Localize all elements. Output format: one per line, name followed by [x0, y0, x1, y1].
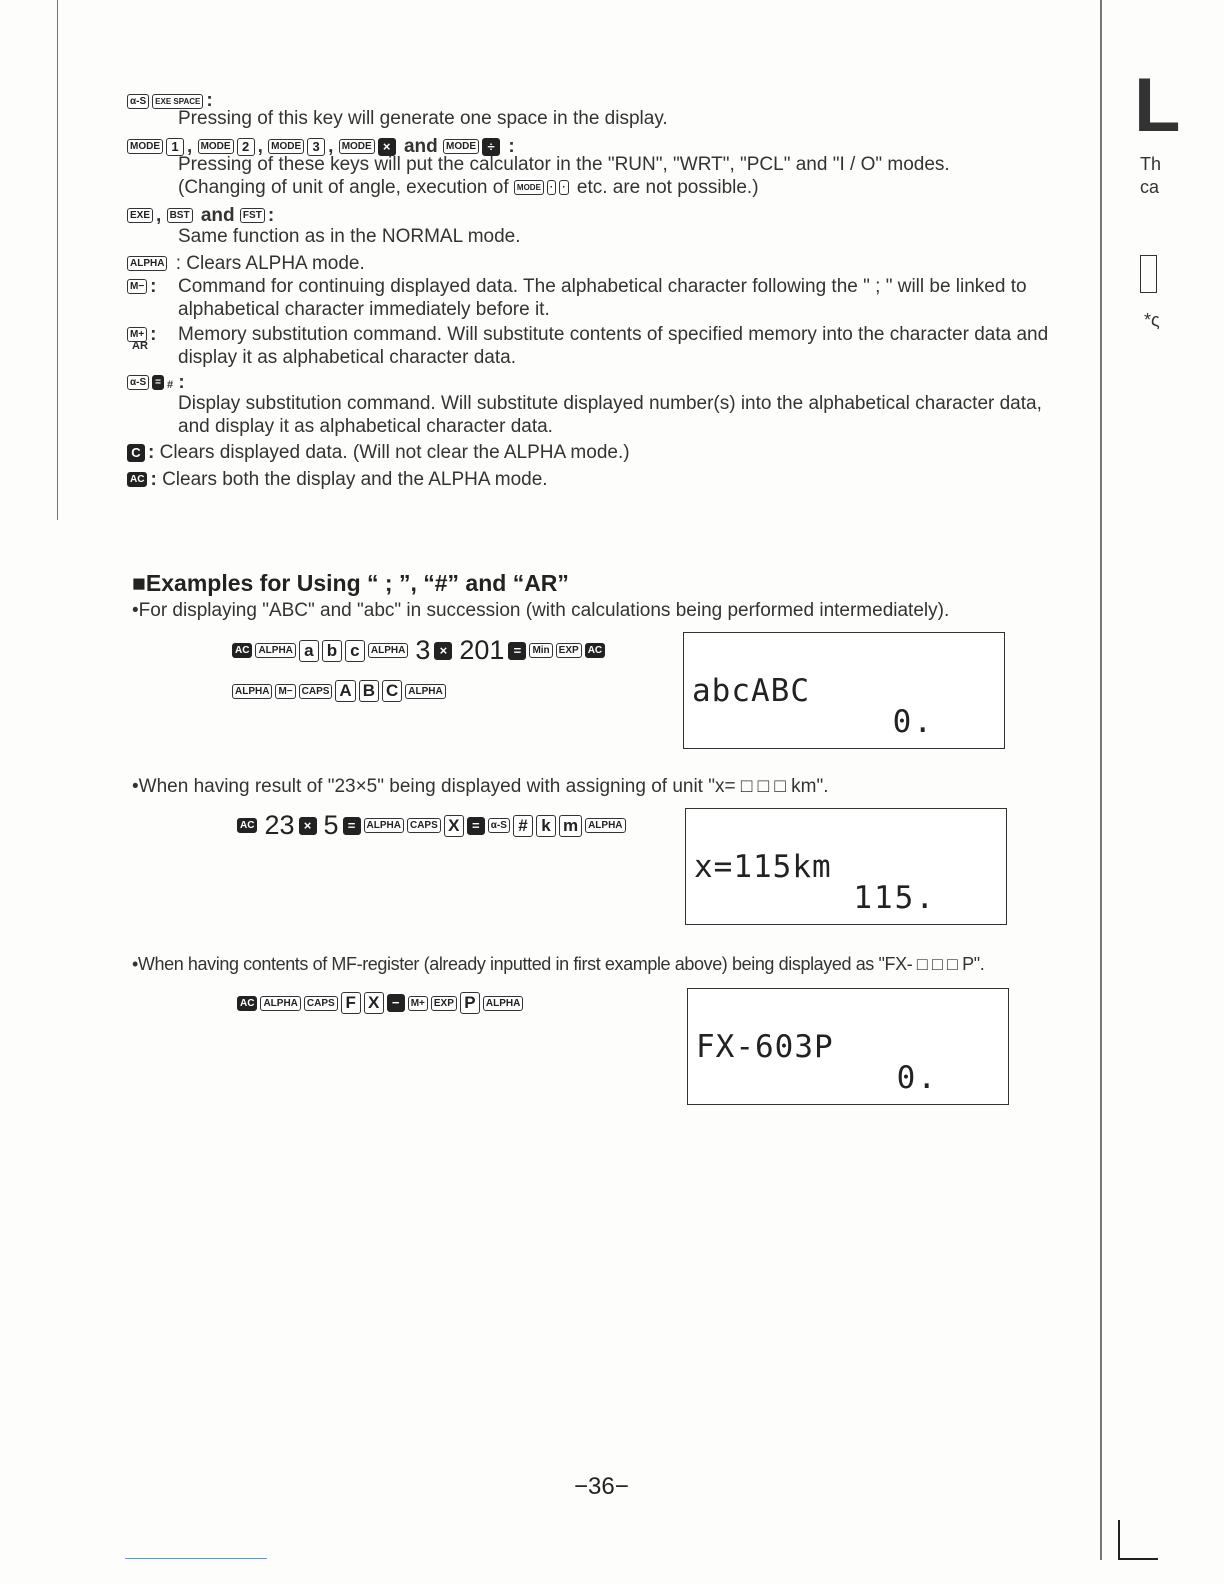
- key-1: 1: [166, 138, 184, 156]
- margin-box-icon: [1140, 255, 1157, 293]
- ac-key: AC: [127, 472, 147, 487]
- alpha-key: ALPHA: [364, 818, 404, 833]
- display-top-line: x=115km: [694, 849, 832, 885]
- page-number: −36−: [574, 1473, 629, 1500]
- number-201: 201: [459, 635, 505, 665]
- modes-desc2-pre: (Changing of unit of angle, execution of: [178, 177, 509, 198]
- equals-key: =: [508, 642, 526, 660]
- right-page-bracket: [1118, 1520, 1120, 1560]
- min-key: Min: [529, 643, 552, 658]
- item-dispsub-desc1: Display substitution command. Will substitute displayed number(s) into the alphabetical character data,: [178, 393, 1042, 414]
- alpha-s-key: α-S: [127, 375, 149, 390]
- alpha-key: ALPHA: [405, 684, 445, 699]
- alpha-key: ALPHA: [368, 643, 408, 658]
- exp-key: EXP: [431, 996, 457, 1011]
- ex2-keys: [237, 810, 629, 841]
- key-2: 2: [237, 138, 255, 156]
- equals-key: =: [152, 375, 164, 390]
- clear-desc: Clears displayed data. (Will not clear the ALPHA mode.): [159, 442, 630, 463]
- X-key: X: [444, 815, 464, 837]
- key-divide: ÷: [482, 138, 500, 156]
- m-minus-key: M−: [127, 279, 147, 294]
- mode-key: MODE: [339, 139, 375, 154]
- item-modes-desc1: Pressing of these keys will put the calculator in the "RUN", "WRT", "PCL" and "I / O" modes.: [178, 154, 950, 175]
- dot-key: ·: [547, 180, 556, 195]
- key-multiply: ×: [378, 138, 396, 156]
- number-3: 3: [415, 635, 431, 665]
- item-memsub-desc2: display it as alphabetical character data.: [178, 347, 516, 368]
- m-plus-key: M+: [408, 996, 428, 1011]
- fst-key: FST: [240, 208, 265, 223]
- item-space-desc: Pressing of this key will generate one space in the display.: [178, 108, 668, 129]
- caps-key: CAPS: [299, 684, 333, 699]
- A-key: A: [335, 680, 355, 702]
- space-key: EXE SPACE: [152, 94, 203, 109]
- b-key: b: [322, 640, 342, 662]
- item-memsub-key: M+ :: [127, 324, 157, 346]
- bottom-left-rule: [125, 1558, 267, 1559]
- ac-key: AC: [237, 818, 257, 833]
- mode-key: MODE: [198, 139, 234, 154]
- alpha-key: ALPHA: [585, 818, 625, 833]
- item-exe-keys: EXE , BST and FST :: [127, 205, 274, 227]
- ex3-keys: [237, 992, 526, 1014]
- mode-key: MODE: [268, 139, 304, 154]
- m-minus-key: M−: [275, 684, 295, 699]
- item-dispsub-desc2: and display it as alphabetical character data.: [178, 416, 553, 437]
- caps-key: CAPS: [407, 818, 441, 833]
- number-23: 23: [264, 810, 295, 840]
- ex1-bullet: •For displaying "ABC" and "abc" in succession (with calculations being performed intermediately).: [132, 600, 950, 621]
- left-margin-line: [57, 0, 58, 520]
- ex1-display: [683, 632, 1005, 749]
- margin-text-1: Th: [1140, 154, 1162, 174]
- alpha-key: ALPHA: [483, 996, 523, 1011]
- alpha-key: ALPHA: [127, 256, 167, 271]
- k-key: k: [536, 815, 556, 837]
- item-dispsub-keys: α-S = # :: [127, 372, 185, 396]
- section-heading: ■Examples for Using “ ; ”, “#” and “AR”: [132, 570, 569, 596]
- equals-key: =: [467, 817, 485, 835]
- X-key: X: [364, 992, 384, 1014]
- mode-key: MODE: [127, 139, 163, 154]
- minus-key: −: [387, 994, 405, 1012]
- m-key: m: [559, 815, 582, 837]
- margin-text-3: *ς: [1144, 310, 1160, 330]
- right-page-foot: [1118, 1558, 1158, 1560]
- right-page-separator: [1100, 0, 1102, 1560]
- multiply-key: ×: [299, 817, 317, 835]
- ac-key: AC: [585, 643, 605, 658]
- key-3: 3: [307, 138, 325, 156]
- hash-key: #: [513, 815, 533, 837]
- ex2-display: [685, 808, 1007, 925]
- alpha-key: ALPHA: [260, 996, 300, 1011]
- bst-key: BST: [167, 208, 193, 223]
- ex3-display: [687, 988, 1009, 1105]
- item-modes-keys: MODE 1 , MODE 2 , MODE 3 , MODE × and MODE ÷ :: [127, 136, 515, 158]
- item-allclear: AC : Clears both the display and the ALPHA mode.: [127, 469, 548, 491]
- alpha-s-key: α-S: [488, 818, 510, 833]
- B-key: B: [359, 680, 379, 702]
- alpha-s-key: α-S: [127, 94, 149, 109]
- ex2-bullet: •When having result of "23×5" being displayed with assigning of unit "x= □ □ □ km".: [132, 776, 829, 797]
- ex3-bullet: •When having contents of MF-register (already inputted in first example above) being displayed as "FX- □ □ □ P".: [132, 954, 985, 974]
- and-label: and: [403, 136, 438, 157]
- alpha-key: ALPHA: [232, 684, 272, 699]
- multiply-key: ×: [434, 642, 452, 660]
- a-key: a: [299, 640, 319, 662]
- P-key: P: [460, 992, 480, 1014]
- mode-key: MODE: [514, 180, 544, 195]
- modes-desc2-post: etc. are not possible.): [576, 177, 759, 198]
- item-modes-desc2: [178, 177, 759, 199]
- exe-key: EXE: [127, 208, 153, 223]
- item-space-keys: α-S EXE SPACE :: [127, 90, 213, 112]
- C-key: C: [382, 680, 402, 702]
- alpha-key: ALPHA: [255, 643, 295, 658]
- margin-big-letter: L: [1134, 63, 1181, 148]
- caps-key: CAPS: [304, 996, 338, 1011]
- hash-label: #: [167, 379, 174, 391]
- item-continue-desc2: alphabetical character immediately before it.: [178, 299, 550, 320]
- colon: :: [508, 136, 515, 157]
- item-continue-key: M− :: [127, 276, 157, 298]
- display-bottom-line: 0.: [892, 704, 934, 740]
- display-bottom-line: 115.: [853, 880, 936, 916]
- c-letter-key: c: [345, 640, 365, 662]
- display-top-line: FX-603P: [696, 1029, 834, 1065]
- allclear-desc: Clears both the display and the ALPHA mode.: [162, 469, 548, 490]
- item-memsub-desc1: Memory substitution command. Will substitute contents of specified memory into the character data and: [178, 324, 1049, 345]
- ar-label: AR: [132, 340, 148, 352]
- margin-text-2: ca: [1140, 177, 1160, 197]
- item-continue-desc1: Command for continuing displayed data. The alphabetical character following the " ; " will be linked to: [178, 276, 1027, 297]
- ac-key: AC: [232, 643, 252, 658]
- display-bottom-line: 0.: [896, 1060, 938, 1096]
- mode-key: MODE: [443, 139, 479, 154]
- and-label: and: [200, 205, 235, 226]
- F-key: F: [341, 992, 361, 1014]
- ex1-keys-row1: [232, 635, 608, 666]
- m-plus-key: M+: [127, 327, 147, 342]
- item-clear: C : Clears displayed data. (Will not clear the ALPHA mode.): [127, 442, 630, 464]
- ac-key: AC: [237, 996, 257, 1011]
- display-top-line: abcABC: [692, 673, 810, 709]
- dot-key: ·: [559, 180, 568, 195]
- ex1-keys-row2: [232, 680, 449, 702]
- number-5: 5: [323, 810, 339, 840]
- item-alpha: [127, 253, 365, 275]
- alpha-desc: : Clears ALPHA mode.: [175, 253, 365, 274]
- item-exe-desc: Same function as in the NORMAL mode.: [178, 226, 521, 247]
- exp-key: EXP: [556, 643, 582, 658]
- equals-key: =: [343, 817, 361, 835]
- c-key: C: [127, 444, 145, 462]
